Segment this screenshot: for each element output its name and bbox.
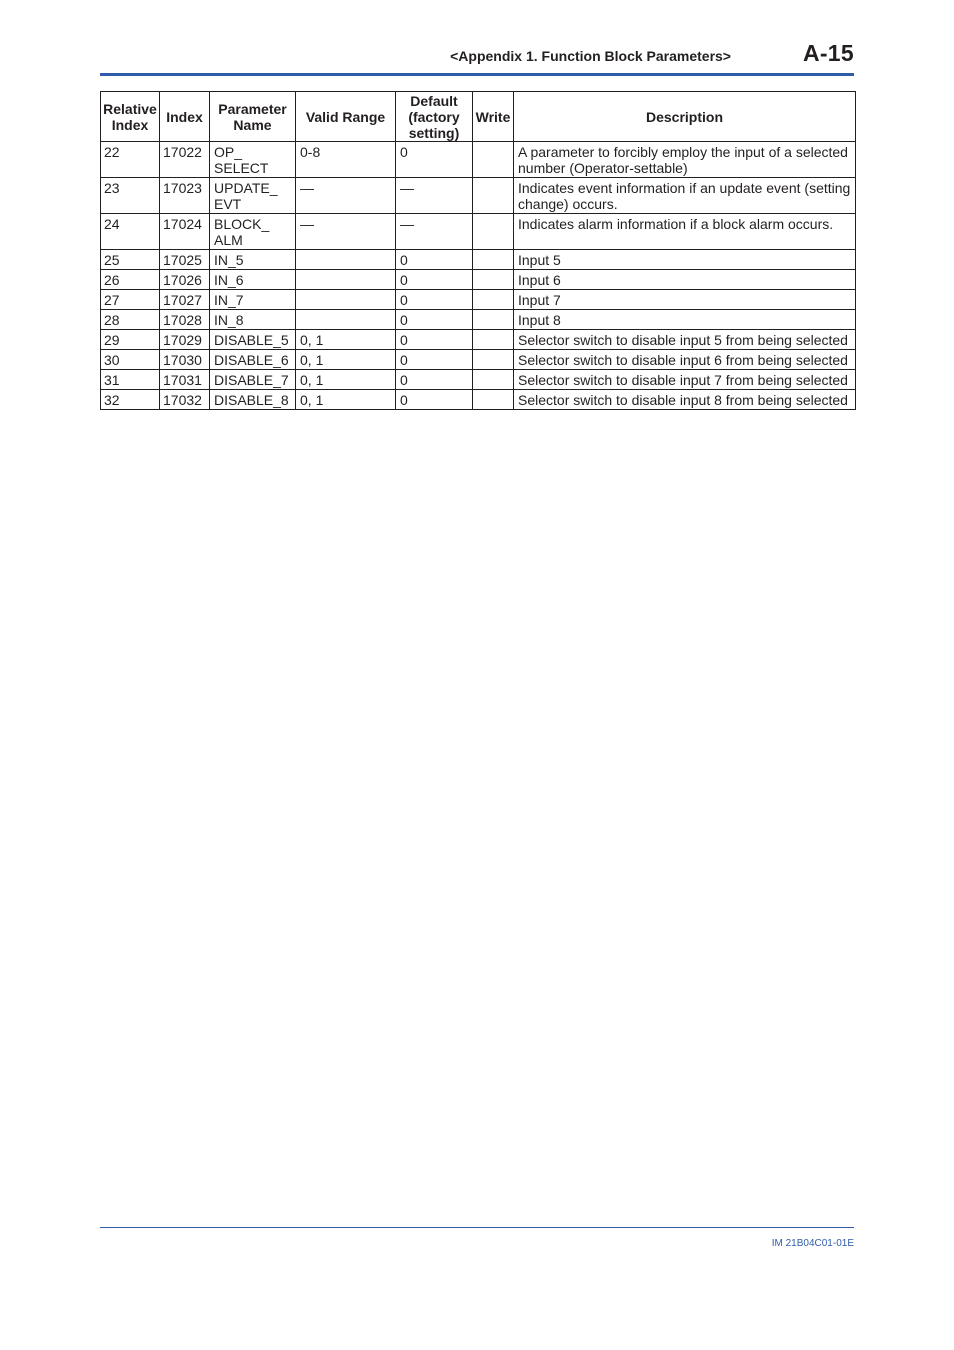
parameter-name-cell (210, 214, 296, 250)
write-cell (473, 178, 514, 214)
relative-index-cell: 28 (101, 310, 160, 330)
relative-index-cell: 23 (101, 178, 160, 214)
description-cell: Input 7 (514, 290, 856, 310)
description-cell: Selector switch to disable input 5 from being selected (514, 330, 856, 350)
relative-index-cell: 24 (101, 214, 160, 250)
index-cell: 17022 (160, 142, 210, 178)
valid-range-cell (296, 310, 396, 330)
description-cell: Selector switch to disable input 6 from being selected (514, 350, 856, 370)
table-row (101, 350, 856, 370)
parameter-name-cell: IN_7 (210, 290, 296, 310)
header-divider (100, 73, 854, 76)
default-cell: 0 (396, 270, 473, 290)
write-cell (473, 250, 514, 270)
default-cell: — (396, 214, 473, 250)
parameter-name-cell: IN_5 (210, 250, 296, 270)
default-cell: 0 (396, 370, 473, 390)
relative-index-cell: 22 (101, 142, 160, 178)
valid-range-cell (296, 250, 396, 270)
default-cell: — (396, 178, 473, 214)
table-body (101, 142, 856, 410)
valid-range-cell (296, 270, 396, 290)
parameter-name-line: EVT (214, 196, 242, 212)
col-header-parameter-name-line: Parameter (218, 100, 287, 117)
col-header-default-line: setting) (408, 124, 460, 141)
col-header-parameter-name-line: Name (233, 116, 272, 133)
parameter-name-cell: IN_8 (210, 310, 296, 330)
write-cell (473, 142, 514, 178)
col-header-default-line: (factory (408, 108, 460, 125)
col-header-valid-range: Valid Range (296, 92, 396, 142)
parameter-name-cell: IN_6 (210, 270, 296, 290)
write-cell (473, 350, 514, 370)
table-row (101, 330, 856, 350)
default-cell: 0 (396, 290, 473, 310)
default-cell: 0 (396, 330, 473, 350)
default-cell: 0 (396, 250, 473, 270)
description-cell: Input 6 (514, 270, 856, 290)
section-title: <Appendix 1. Function Block Parameters> (450, 48, 731, 64)
index-cell: 17030 (160, 350, 210, 370)
index-cell: 17023 (160, 178, 210, 214)
description-cell: Input 8 (514, 310, 856, 330)
valid-range-cell: 0, 1 (296, 390, 396, 410)
default-cell: 0 (396, 142, 473, 178)
description-cell: A parameter to forcibly employ the input of a selected number (Operator-settable) (514, 142, 856, 178)
valid-range-cell: — (296, 178, 396, 214)
parameter-name-line: ALM (214, 232, 243, 248)
relative-index-cell: 26 (101, 270, 160, 290)
valid-range-cell: 0, 1 (296, 330, 396, 350)
default-cell: 0 (396, 350, 473, 370)
parameter-name-line: SELECT (214, 160, 269, 176)
parameter-name-cell: DISABLE_6 (210, 350, 296, 370)
relative-index-cell: 27 (101, 290, 160, 310)
col-header-index: Index (160, 92, 210, 142)
valid-range-cell (296, 290, 396, 310)
write-cell (473, 214, 514, 250)
relative-index-cell: 29 (101, 330, 160, 350)
index-cell: 17027 (160, 290, 210, 310)
valid-range-cell: 0-8 (296, 142, 396, 178)
parameter-name-cell: DISABLE_5 (210, 330, 296, 350)
index-cell: 17025 (160, 250, 210, 270)
description-cell: Input 5 (514, 250, 856, 270)
default-cell: 0 (396, 310, 473, 330)
description-cell: Selector switch to disable input 7 from being selected (514, 370, 856, 390)
index-cell: 17029 (160, 330, 210, 350)
parameter-name-cell (210, 142, 296, 178)
write-cell (473, 390, 514, 410)
index-cell: 17031 (160, 370, 210, 390)
parameter-table (100, 91, 856, 410)
document-number: IM 21B04C01-01E (771, 1238, 854, 1249)
table-row (101, 178, 856, 214)
table-row (101, 142, 856, 178)
parameter-name-cell (210, 178, 296, 214)
col-header-relative-index-line: Index (111, 116, 149, 133)
table-row (101, 370, 856, 390)
index-cell: 17028 (160, 310, 210, 330)
write-cell (473, 330, 514, 350)
footer-divider (100, 1227, 854, 1228)
parameter-name-cell: DISABLE_7 (210, 370, 296, 390)
relative-index-cell: 25 (101, 250, 160, 270)
valid-range-cell: 0, 1 (296, 350, 396, 370)
parameter-name-line: UPDATE_ (214, 180, 278, 196)
relative-index-cell: 30 (101, 350, 160, 370)
valid-range-cell: 0, 1 (296, 370, 396, 390)
description-cell: Selector switch to disable input 8 from being selected (514, 390, 856, 410)
table-row (101, 290, 856, 310)
col-header-relative-index-line: Relative (103, 100, 157, 117)
relative-index-cell: 31 (101, 370, 160, 390)
description-cell: Indicates alarm information if a block alarm occurs. (514, 214, 856, 250)
col-header-default (396, 92, 473, 142)
relative-index-cell: 32 (101, 390, 160, 410)
col-header-parameter-name (210, 92, 296, 142)
description-cell: Indicates event information if an update event (setting change) occurs. (514, 178, 856, 214)
parameter-name-cell: DISABLE_8 (210, 390, 296, 410)
col-header-description: Description (514, 92, 856, 142)
parameter-name-line: BLOCK_ (214, 216, 270, 232)
page-number: A-15 (802, 40, 854, 66)
index-cell: 17032 (160, 390, 210, 410)
parameter-name-line: OP_ (214, 144, 243, 160)
table-row (101, 270, 856, 290)
write-cell (473, 310, 514, 330)
col-header-default-line: Default (410, 92, 458, 109)
table-row (101, 214, 856, 250)
col-header-relative-index (101, 92, 160, 142)
write-cell (473, 290, 514, 310)
table-row (101, 390, 856, 410)
table-row (101, 310, 856, 330)
valid-range-cell: — (296, 214, 396, 250)
write-cell (473, 370, 514, 390)
default-cell: 0 (396, 390, 473, 410)
index-cell: 17026 (160, 270, 210, 290)
table-header-row (101, 92, 856, 142)
col-header-write: Write (473, 92, 514, 142)
table-row (101, 250, 856, 270)
write-cell (473, 270, 514, 290)
index-cell: 17024 (160, 214, 210, 250)
